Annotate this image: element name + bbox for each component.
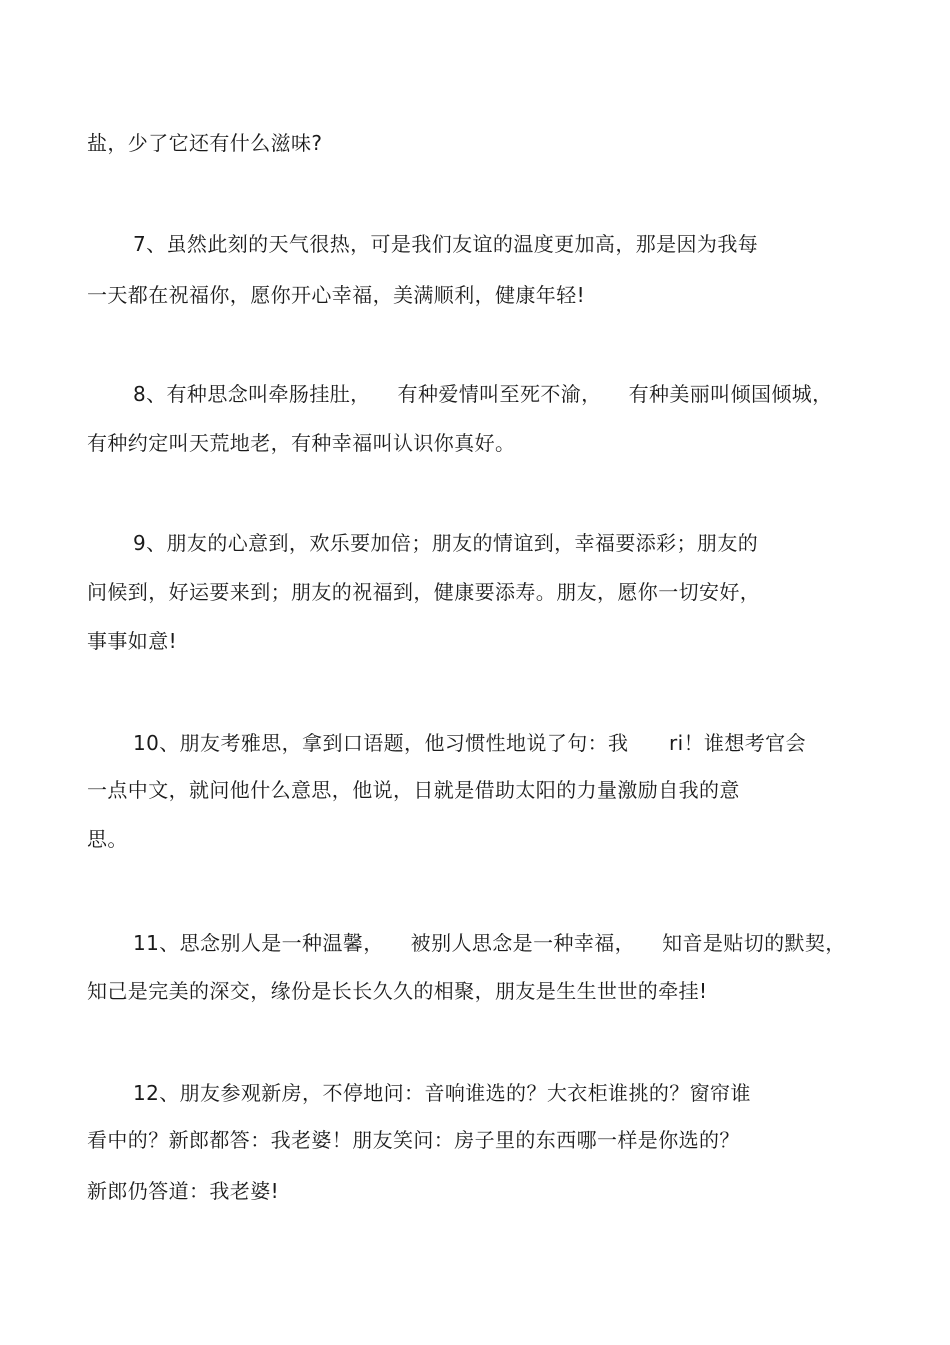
paragraph-11-line-1: 11、思念别人是一种温馨， 被别人思念是一种幸福， 知音是贴切的默契， — [133, 931, 846, 955]
paragraph-7-line-1: 7、虽然此刻的天气很热，可是我们友谊的温度更加高，那是因为我每 — [133, 232, 759, 256]
paragraph-10-line-3: 思。 — [87, 827, 128, 851]
paragraph-8-line-1: 8、有种思念叫牵肠挂肚， 有种爱情叫至死不渝， 有种美丽叫倾国倾城， — [133, 382, 833, 406]
paragraph-9-line-2: 问候到，好运要来到；朋友的祝福到，健康要添寿。朋友，愿你一切安好， — [87, 580, 761, 604]
paragraph-12-line-1: 12、朋友参观新房，不停地问：音响谁选的？大衣柜谁挑的？窗帘谁 — [133, 1081, 751, 1105]
paragraph-7-line-2: 一天都在祝福你，愿你开心幸福，美满顺利，健康年轻! — [87, 283, 586, 307]
paragraph-9-line-3: 事事如意! — [87, 629, 178, 653]
paragraph-12-line-3: 新郎仍答道：我老婆! — [87, 1179, 280, 1203]
paragraph-9-line-1: 9、朋友的心意到，欢乐要加倍；朋友的情谊到，幸福要添彩；朋友的 — [133, 531, 759, 555]
paragraph-12-line-2: 看中的？新郎都答：我老婆！朋友笑问：房子里的东西哪一样是你选的？ — [87, 1128, 740, 1152]
paragraph-10-line-1: 10、朋友考雅思，拿到口语题，他习惯性地说了句：我 ri！谁想考官会 — [133, 731, 806, 755]
paragraph-6-line-1: 盐，少了它还有什么滋味? — [87, 131, 323, 155]
paragraph-10-line-2: 一点中文，就问他什么意思，他说，日就是借助太阳的力量激励自我的意 — [87, 778, 740, 802]
paragraph-11-line-2: 知己是完美的深交，缘份是长长久久的相聚，朋友是生生世世的牵挂! — [87, 979, 708, 1003]
paragraph-8-line-2: 有种约定叫天荒地老，有种幸福叫认识你真好。 — [87, 431, 516, 455]
